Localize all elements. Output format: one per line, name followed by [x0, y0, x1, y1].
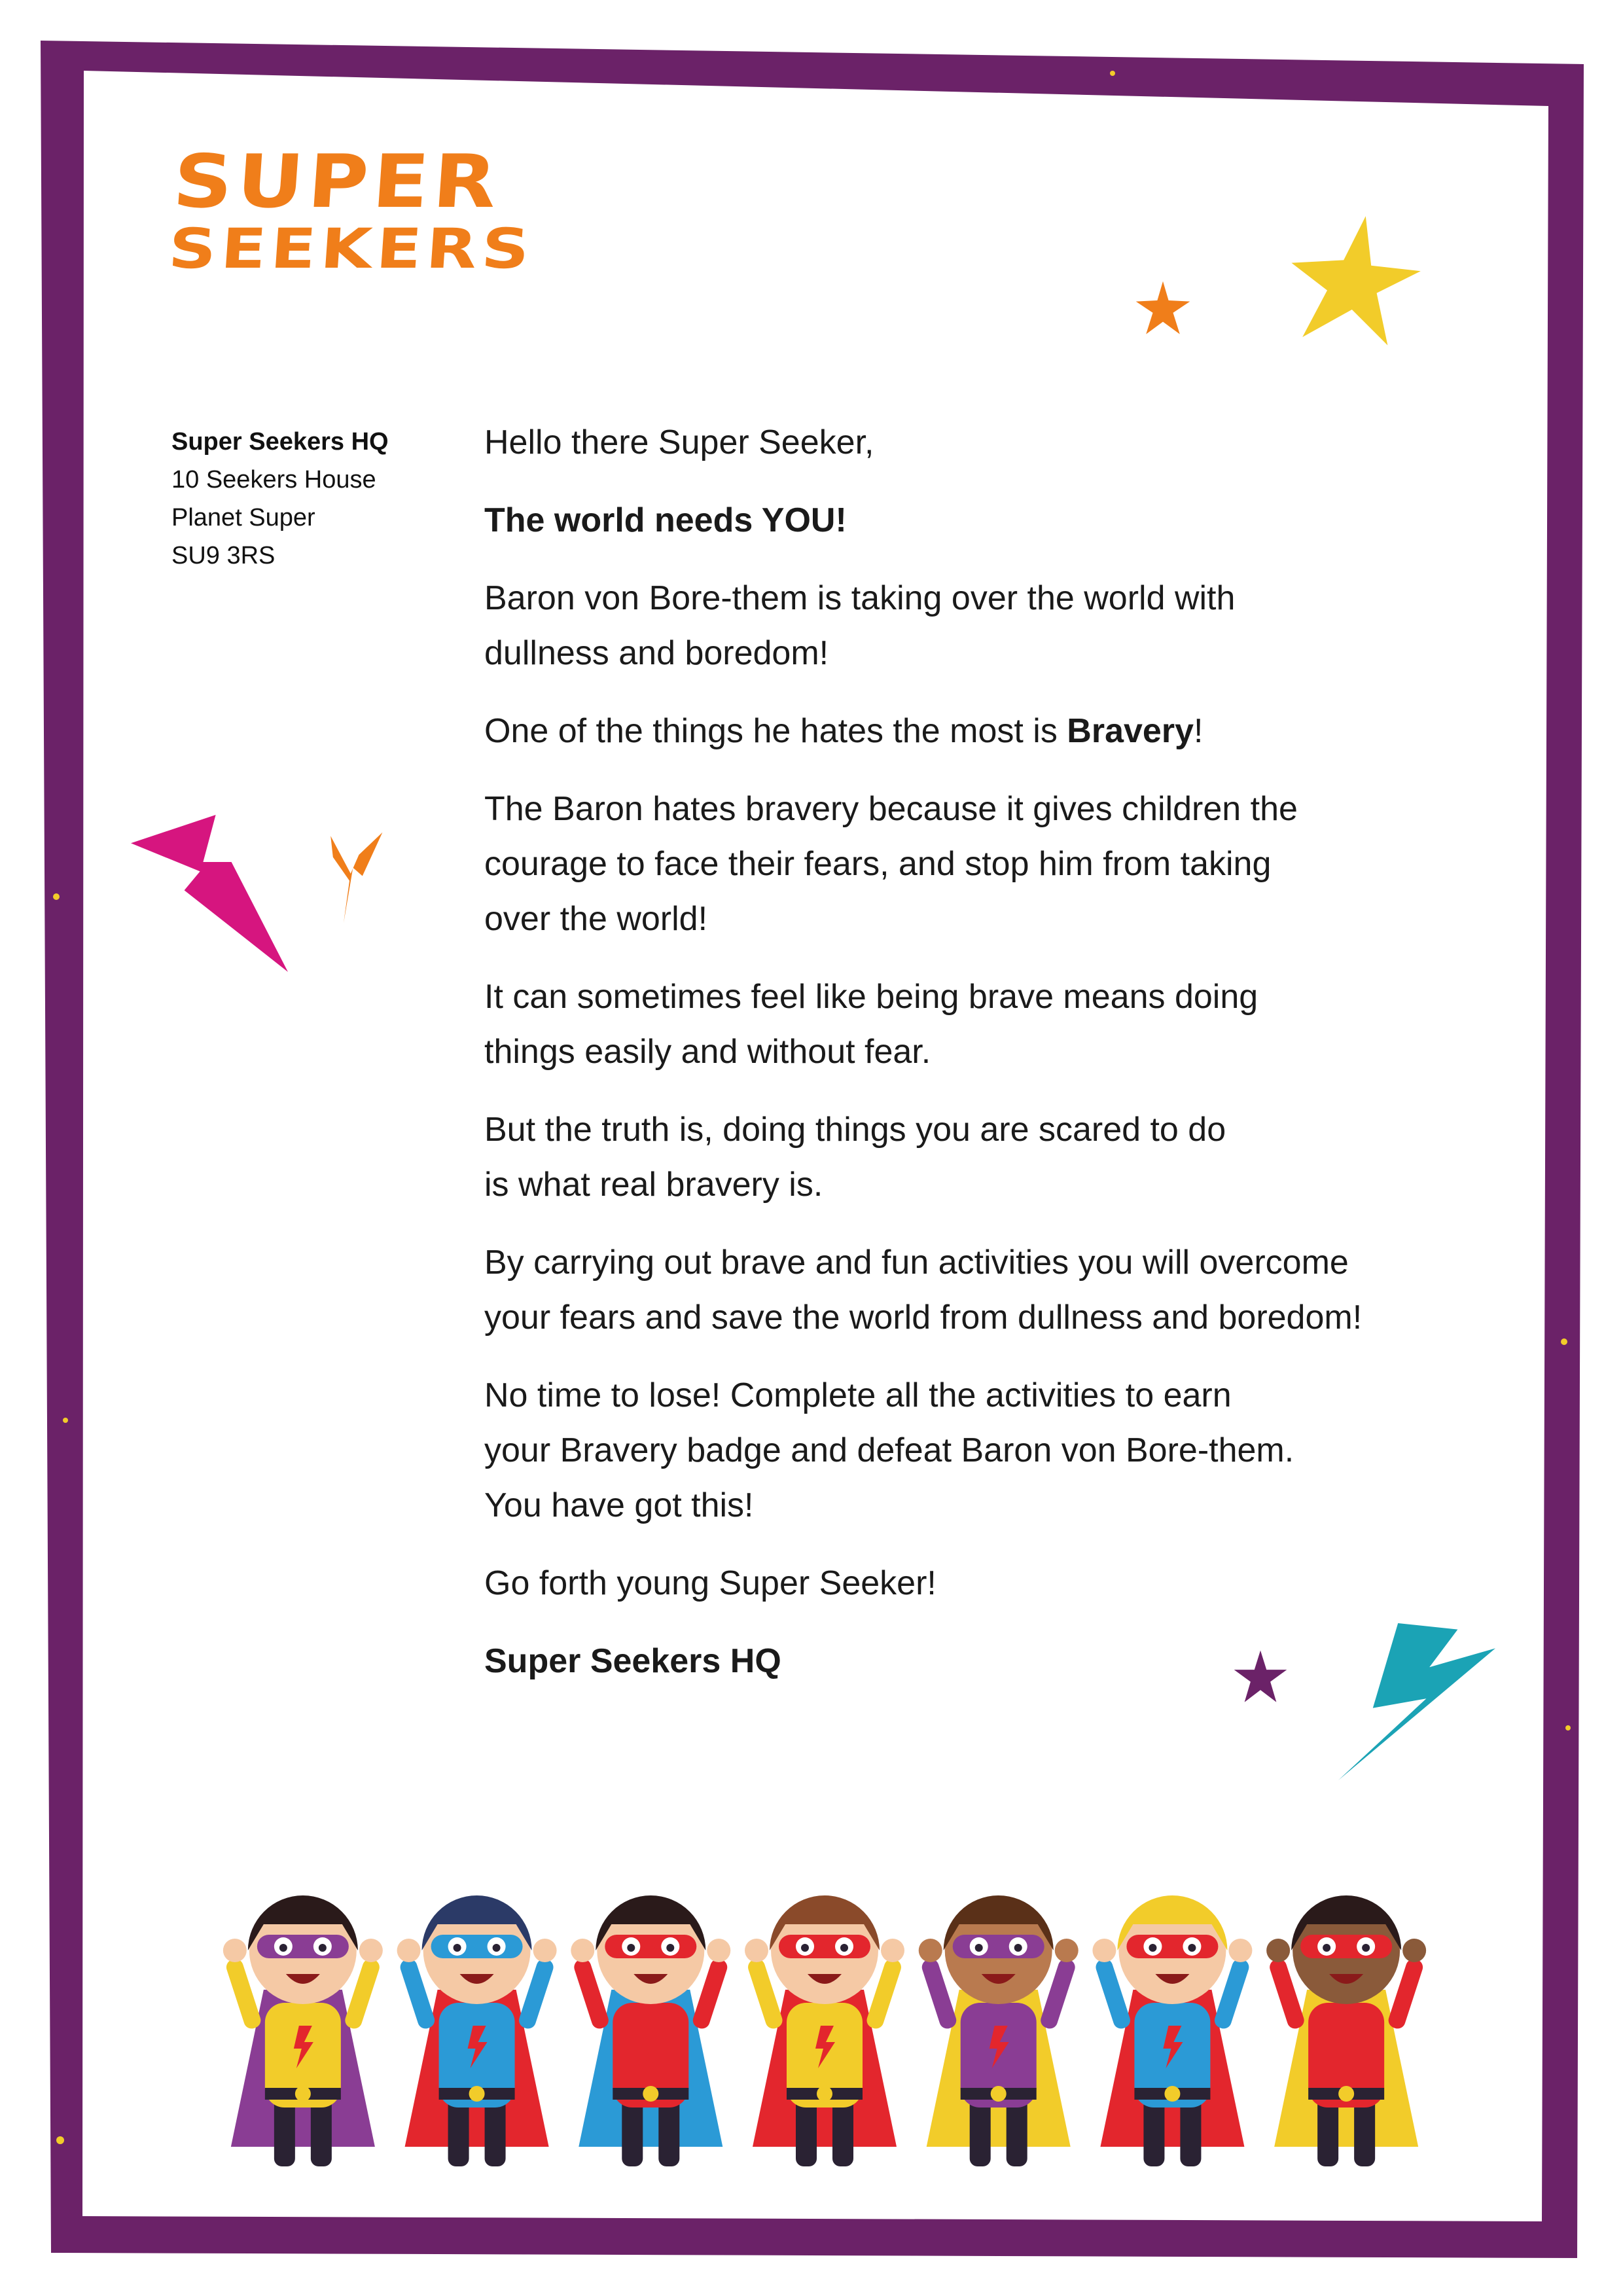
paragraph-7-line-3: You have got this! — [484, 1486, 754, 1524]
hero-2 — [397, 1895, 557, 2166]
letter-body — [484, 415, 1492, 1712]
paragraph-3-line-1: The Baron hates bravery because it gives children the — [484, 790, 1298, 828]
hero-1 — [223, 1895, 383, 2166]
paragraph-6-line-2: your fears and save the world from dullness and boredom! — [484, 1299, 1363, 1336]
paragraph-4-line-2: things easily and without fear. — [484, 1033, 931, 1071]
letter-paragraph-5 — [484, 1102, 1492, 1212]
paragraph-2-text: One of the things he hates the most is — [484, 712, 1067, 750]
paragraph-3-line-2: courage to face their fears, and stop him from taking — [484, 845, 1272, 883]
super-seekers-logo — [166, 139, 537, 281]
paragraph-7-line-1: No time to lose! Complete all the activities to earn — [484, 1376, 1232, 1414]
paragraph-1-line-2: dullness and boredom! — [484, 634, 829, 672]
address-line-1: 10 Seekers House — [171, 466, 376, 493]
paragraph-5-line-2: is what real bravery is. — [484, 1166, 823, 1204]
teal-lightning-icon — [1335, 1623, 1499, 1780]
letter-headline: The world needs YOU! — [484, 501, 847, 539]
letter-paragraph-6 — [484, 1235, 1492, 1345]
letter-paragraph-1 — [484, 571, 1492, 681]
paragraph-7-line-2: your Bravery badge and defeat Baron von Bore-them. — [484, 1431, 1294, 1469]
letter-paragraph-3 — [484, 781, 1492, 946]
paragraph-3-line-3: over the world! — [484, 900, 708, 938]
address-name: Super Seekers HQ — [171, 428, 389, 456]
paragraph-4-line-1: It can sometimes feel like being brave means doing — [484, 978, 1258, 1016]
address-line-2: Planet Super — [171, 504, 315, 531]
letter-closing: Go forth young Super Seeker! — [484, 1564, 936, 1602]
letter-paragraph-4 — [484, 969, 1492, 1079]
letter-signature: Super Seekers HQ — [484, 1642, 781, 1680]
paragraph-6-line-1: By carrying out brave and fun activities you will overcome — [484, 1244, 1349, 1282]
paragraph-5-line-1: But the truth is, doing things you are scared to do — [484, 1111, 1226, 1149]
purple-star-icon — [1232, 1649, 1289, 1704]
address-postcode: SU9 3RS — [171, 542, 276, 569]
sender-address — [171, 423, 433, 575]
logo-line-2: SEEKERS — [166, 217, 537, 281]
orange-star-icon — [1133, 280, 1192, 336]
hero-7 — [1266, 1895, 1426, 2166]
letter-paragraph-7 — [484, 1368, 1492, 1533]
superheroes-illustration — [216, 1859, 1433, 2179]
paragraph-1-line-1: Baron von Bore-them is taking over the world with — [484, 579, 1236, 617]
logo-line-1: SUPER — [170, 139, 504, 224]
bravery-word: Bravery — [1067, 712, 1194, 750]
letter-paragraph-2 — [484, 704, 1492, 759]
orange-lightning-icon — [326, 826, 385, 931]
letter-greeting: Hello there Super Seeker, — [484, 423, 874, 461]
hero-6 — [1092, 1895, 1252, 2166]
paragraph-2-end: ! — [1194, 712, 1204, 750]
hero-3 — [571, 1895, 730, 2166]
pink-lightning-icon — [131, 812, 288, 975]
hero-4 — [745, 1895, 904, 2166]
yellow-star-icon — [1283, 213, 1427, 351]
hero-5 — [919, 1895, 1079, 2166]
